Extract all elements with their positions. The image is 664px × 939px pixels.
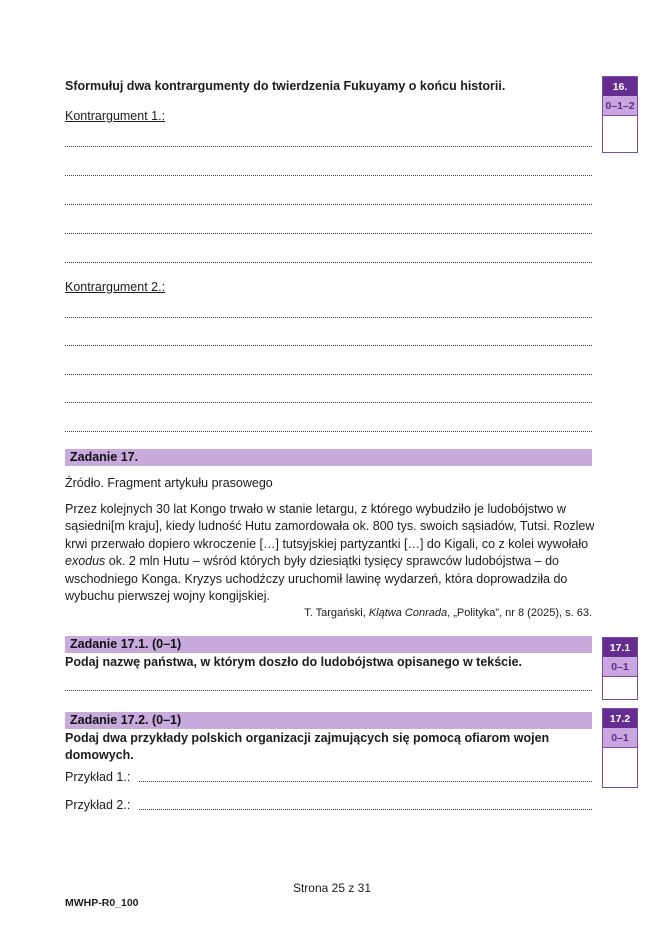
answer-line bbox=[139, 809, 592, 810]
kontrargument2-label: Kontrargument 2.: bbox=[65, 280, 166, 294]
page-number: Strona 25 z 31 bbox=[292, 881, 372, 895]
task17-citation bbox=[65, 607, 592, 619]
task16-score-badge bbox=[602, 76, 638, 153]
answer-line bbox=[65, 690, 592, 691]
task17-source-text bbox=[65, 501, 596, 605]
answer-line bbox=[65, 345, 592, 346]
source-text-italic: exodus bbox=[65, 554, 106, 569]
example2-label: Przykład 2.: bbox=[65, 798, 131, 812]
task17-2-badge-points: 0–1 bbox=[603, 728, 637, 749]
answer-line bbox=[65, 317, 592, 318]
answer-line bbox=[65, 175, 592, 176]
task16-prompt: Sformułuj dwa kontrargumenty do twierdzenia Fukuyamy o końcu historii. bbox=[65, 79, 506, 93]
answer-line bbox=[65, 204, 592, 205]
task17-1-score-box bbox=[603, 677, 637, 699]
answer-line bbox=[65, 374, 592, 375]
answer-line bbox=[65, 402, 592, 403]
citation-title-italic: Klątwa Conrada bbox=[368, 607, 448, 619]
task17-2-header-bar: Zadanie 17.2. (0–1) bbox=[65, 712, 592, 729]
kontrargument1-label: Kontrargument 1.: bbox=[65, 109, 166, 123]
task17-2-score-badge bbox=[602, 708, 638, 788]
task16-badge-number: 16. bbox=[603, 77, 637, 96]
task17-1-header-bar: Zadanie 17.1. (0–1) bbox=[65, 636, 592, 653]
task17-source-label: Źródło. Fragment artykułu prasowego bbox=[65, 476, 273, 490]
example1-label: Przykład 1.: bbox=[65, 770, 131, 784]
task17-1-score-badge bbox=[602, 637, 638, 700]
task17-1-badge-points: 0–1 bbox=[603, 657, 637, 678]
citation-part1: T. Targański, bbox=[304, 607, 369, 619]
example1-row bbox=[65, 770, 592, 784]
citation-part2: , „Polityka”, nr 8 (2025), s. 63. bbox=[447, 607, 592, 619]
task16-score-box bbox=[603, 116, 637, 152]
source-text-part1: Przez kolejnych 30 lat Kongo trwało w stanie letargu, z którego wybudziło je ludobójstwo w sąsiedni[m kraju], kiedy ludność Hutu zamordowała ok. 800 tys. swoich sąsiadów, Tutsi. Rozlew krwi przerwało dopiero wkroczenie […] tutsyjskiej partyzantki […] do Kigali, co z kolei wywołało bbox=[65, 502, 595, 551]
source-text-part2: ok. 2 mln Hutu – wśród których były dziesiątki tysięcy sprawców ludobójstwa – do wschodniego Konga. Kryzys uchodźczy uruchomił lawinę wydarzeń, która doprowadziła do wybuchu pierwszej wojny kongijskiej. bbox=[65, 554, 568, 604]
task17-2-badge-number: 17.2 bbox=[603, 709, 637, 728]
task17-header-bar: Zadanie 17. bbox=[65, 449, 592, 466]
answer-line bbox=[65, 262, 592, 263]
task17-1-badge-number: 17.1 bbox=[603, 638, 637, 657]
example2-row bbox=[65, 798, 592, 812]
answer-line bbox=[65, 431, 592, 432]
task16-badge-points: 0–1–2 bbox=[603, 96, 637, 117]
task17-2-score-box bbox=[603, 748, 637, 787]
answer-line bbox=[65, 146, 592, 147]
answer-line bbox=[65, 233, 592, 234]
task17-2-question: Podaj dwa przykłady polskich organizacji zajmujących się pomocą ofiarom wojen domowych. bbox=[65, 731, 550, 763]
task17-1-question: Podaj nazwę państwa, w którym doszło do ludobójstwa opisanego w tekście. bbox=[65, 655, 523, 669]
answer-line bbox=[139, 781, 592, 782]
exam-code: MWHP-R0_100 bbox=[65, 897, 139, 909]
